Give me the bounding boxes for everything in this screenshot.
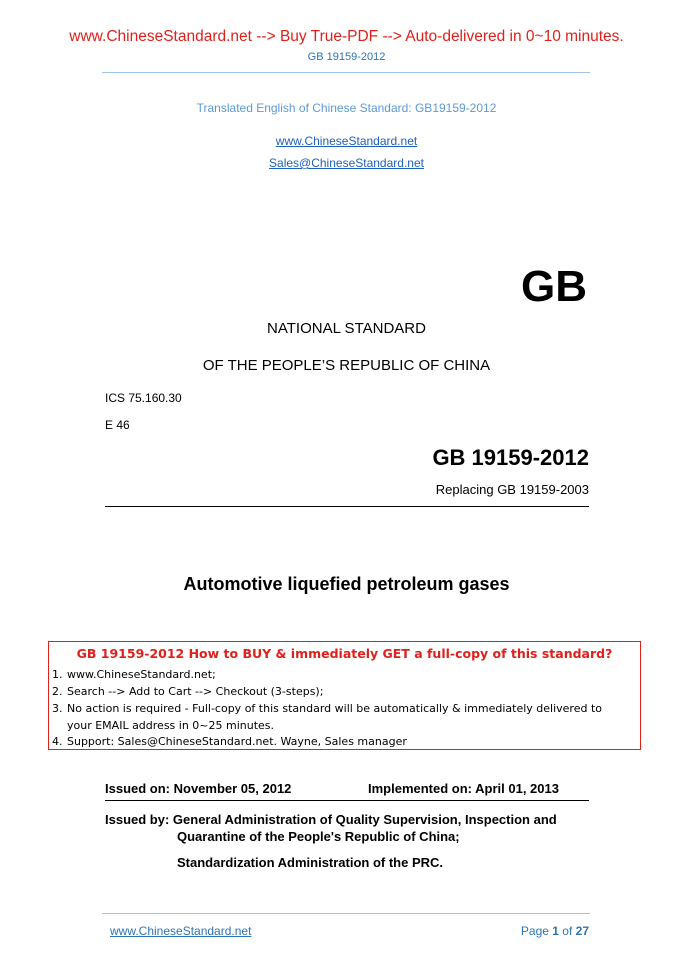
- cover-divider: [105, 506, 589, 507]
- buy-step: 4. Support: Sales@ChineseStandard.net. Wayne, Sales manager: [52, 735, 407, 748]
- buy-instructions-box: [48, 641, 641, 750]
- buy-step: 2. Search --> Add to Cart --> Checkout (3-steps);: [52, 685, 324, 698]
- footer-website-link[interactable]: www.ChineseStandard.net: [110, 924, 252, 938]
- buy-step-continued: your EMAIL address in 0~25 minutes.: [67, 719, 275, 732]
- issued-by-line-3: Standardization Administration of the PRC.: [177, 855, 444, 870]
- buy-step: 1. www.ChineseStandard.net;: [52, 668, 216, 681]
- header-banner: www.ChineseStandard.net --> Buy True-PDF --> Auto-delivered in 0~10 minutes.: [69, 28, 624, 45]
- issue-divider: [105, 800, 589, 801]
- buy-step: 3. No action is required - Full-copy of this standard will be automatically & immediately delivered to: [52, 702, 603, 715]
- email-link[interactable]: Sales@ChineseStandard.net: [269, 156, 424, 170]
- issued-on: Issued on: November 05, 2012: [105, 781, 292, 796]
- header-doc-id: GB 19159-2012: [307, 51, 386, 63]
- document-title: Automotive liquefied petroleum gases: [183, 574, 510, 594]
- implemented-on: Implemented on: April 01, 2013: [368, 781, 559, 796]
- buy-box-title: GB 19159-2012 How to BUY & immediately GET a full-copy of this standard?: [76, 646, 613, 661]
- page-number: Page 1 of 27: [520, 924, 589, 938]
- footer-divider: [102, 913, 590, 914]
- e-code: E 46: [105, 418, 130, 432]
- national-standard-heading: NATIONAL STANDARD: [267, 320, 426, 337]
- gb-mark: GB: [521, 262, 587, 311]
- header-divider: [102, 72, 590, 73]
- ics-code: ICS 75.160.30: [105, 391, 182, 405]
- website-link[interactable]: www.ChineseStandard.net: [275, 134, 418, 148]
- replacing-note: Replacing GB 19159-2003: [435, 482, 589, 497]
- issued-by-line-2: Quarantine of the People's Republic of China;: [177, 829, 460, 844]
- issued-by-line-1: Issued by: General Administration of Quality Supervision, Inspection and: [105, 812, 557, 827]
- translated-note: Translated English of Chinese Standard: GB19159-2012: [196, 101, 497, 115]
- prc-heading: OF THE PEOPLE’S REPUBLIC OF CHINA: [202, 357, 491, 374]
- standard-number: GB 19159-2012: [432, 445, 589, 470]
